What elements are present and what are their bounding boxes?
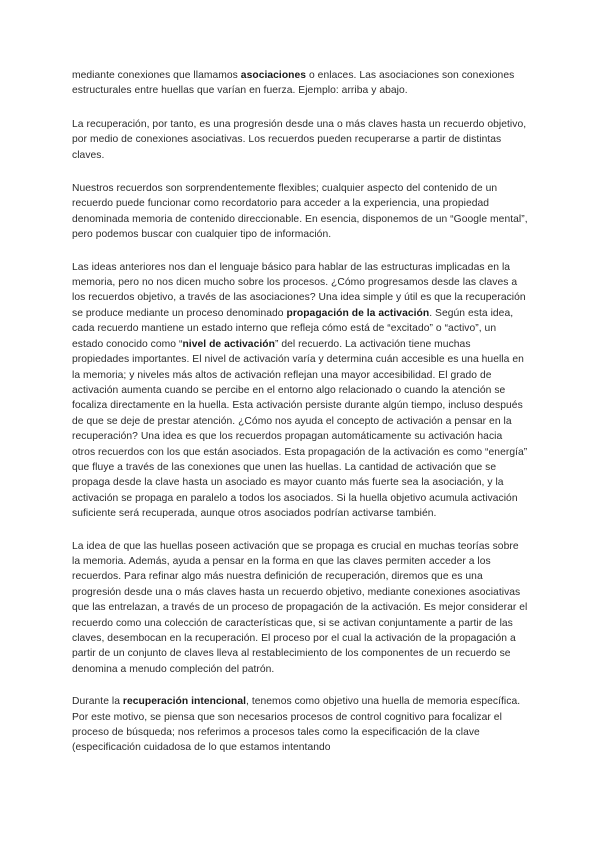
paragraph-text: o enlaces. Las asociaciones son conexiones estructurales entre huellas que varían en fuerza. Ejemplo: arriba y abajo.	[72, 70, 515, 97]
paragraph-text: Durante la	[72, 696, 123, 708]
paragraph-spreading-activation	[72, 260, 528, 522]
paragraph-intentional-retrieval	[72, 694, 528, 756]
paragraph-associations	[72, 68, 528, 99]
paragraph-text: mediante conexiones que llamamos	[72, 70, 241, 81]
paragraph-flexible-memories: Nuestros recuerdos son sorprendentemente flexibles; cualquier aspecto del contenido de un recuerdo puede funcionar como recordatorio para acceder a la experiencia, una propiedad denominada memoria de contenido direccionable. En esencia, disponemos de un “Google mental”, pero podemos buscar con cualquier tipo de información.	[72, 183, 528, 241]
paragraph-pattern-completion: La idea de que las huellas poseen activación que se propaga es crucial en muchas teorías sobre la memoria. Además, ayuda a pensar en la forma en que las claves permiten acceder a los recuerdos. Para refinar algo más nuestra definición de recuperación, diremos que es una progresión desde una o más claves hasta un recuerdo objetivo, mediante conexiones asociativas que las entrelazan, a través de un proceso de propagación de la activación. Es mejor considerar el recuerdo como una colección de características que, si se activan conjuntamente a partir de las claves, desembocan en la recuperación. El proceso por el cual la activación de la propagación a partir de un conjunto de claves lleva al restablecimiento de los componentes de un recuerdo se denomina a menudo compleción del patrón.	[72, 540, 528, 675]
paragraph-text: . Según esta idea, cada recuerdo mantiene un estado interno que refleja cómo está de “excitado” o “activo”, un estado conocido como “	[72, 307, 514, 350]
paragraph-retrieval-definition: La recuperación, por tanto, es una progresión desde una o más claves hasta un recuerdo objetivo, por medio de conexiones asociativas. Los recuerdos pueden recuperarse a partir de distintas claves.	[72, 118, 527, 161]
paragraph-text: ” del recuerdo. La activación tiene muchas propiedades importantes. El nivel de activación varía y determina cuán accesible es una huella en la memoria; y niveles más altos de activación reflejan una mayor accesibilidad. El grado de activación aumenta cuando se percibe en el entorno algo relacionado o cuando la atención se focaliza directamente en la huella. Esta activación persiste durante algún tiempo, incluso después de que se deje de prestar atención. ¿Cómo nos ayuda el concepto de activación a pensar en la recuperación? Una idea es que los recuerdos propagan automáticamente su activación hacia otros recuerdos con los que están asociados. Esta propagación de la activación es como “energía” que fluye a través de las conexiones que unen las huellas. La cantidad de activación que se propaga desde la clave hasta un asociado es mayor cuanto más fuerte sea la asociación, y la activación se propaga en paralelo a todos los asociados. Si la huella objetivo acumula activación suficiente será recuperada, aunque otros asociados podrían activarse también.	[72, 338, 528, 520]
bold-term-asociaciones: asociaciones	[240, 70, 307, 81]
paragraph-text: , tenemos como objetivo una huella de memoria específica. Por este motivo, se piensa que son necesarios procesos de control cognitivo para focalizar el proceso de búsqueda; nos referimos a procesos tales como la especificación de la clave (especificación cuidadosa de lo que estamos intentando	[72, 696, 521, 754]
paragraph-text: Las ideas anteriores nos dan el lenguaje básico para hablar de las estructuras implicadas en la memoria, pero no nos dicen mucho sobre los procesos. ¿Cómo progresamos desde las claves a los recuerdos objetivo, a través de las asociaciones? Una idea simple y útil es que la recuperación se produce mediante un proceso denominado	[72, 261, 526, 319]
bold-term-recuperacion-intencional: recuperación intencional	[122, 696, 246, 708]
bold-term-nivel-activacion: nivel de activación	[182, 338, 275, 350]
bold-term-propagacion: propagación de la activación	[286, 307, 430, 319]
